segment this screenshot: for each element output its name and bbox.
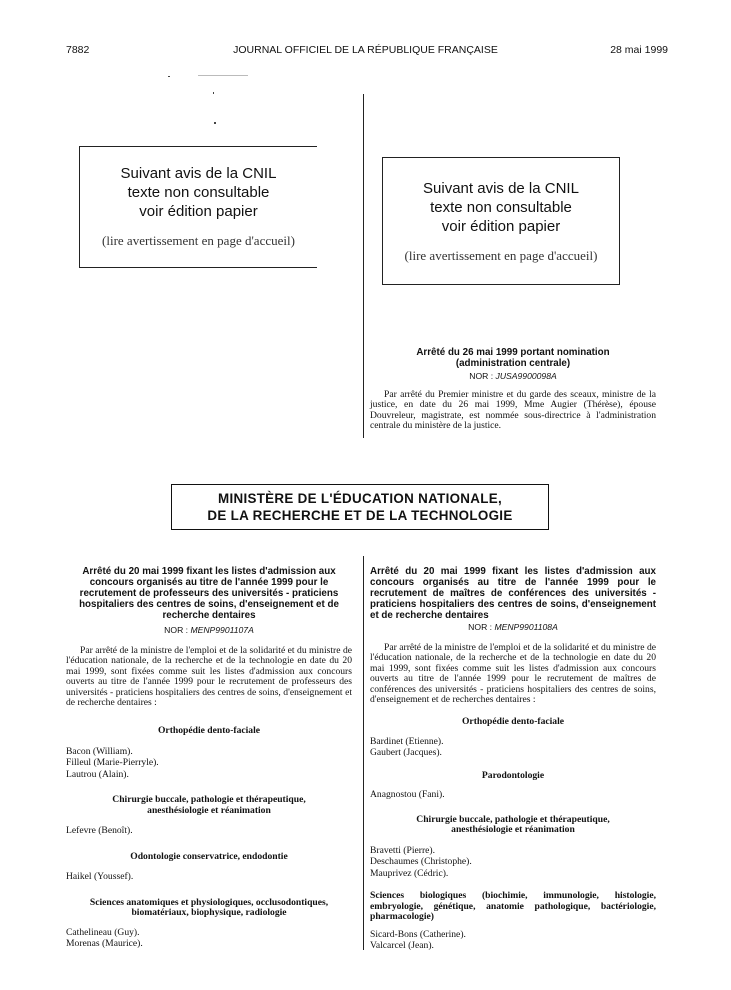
right-article-title: Arrêté du 20 mai 1999 fixant les listes d'admission aux concours organisés au titre de l'année 1999 pour le recrutement de maîtres de conférences des universités - praticiens hospitaliers des centres de soins, d'enseignement et de recherche dentaires xyxy=(370,566,656,621)
cnil-line4: (lire avertissement en page d'accueil) xyxy=(102,233,295,248)
name-entry: Lefevre (Benoît). xyxy=(66,825,133,837)
left-section-heading: Sciences anatomiques et physiologiques, occlusodontiques, biomatériaux, biophysique, radiologie xyxy=(89,896,329,919)
scan-speck xyxy=(198,75,248,76)
right-section-names xyxy=(370,736,656,759)
scan-speck xyxy=(168,76,170,77)
name-entry: Morenas (Maurice). xyxy=(66,938,143,950)
right-article-body: Par arrêté de la ministre de l'emploi et de la solidarité et du ministre de l'éducation nationale, de la recherche et de la technologie en date du 20 mai 1999, sont fixées comme suit les listes d'admission aux concours ouverts au titre de l'année 1999 pour le recrutement de maîtres de conférences des universités - praticiens hospitaliers des centres de soins, d'enseignement et de recherches dentaires : xyxy=(370,642,656,706)
name-entry: Bravetti (Pierre). xyxy=(370,845,435,857)
ministry-line1: MINISTÈRE DE L'ÉDUCATION NATIONALE, xyxy=(218,491,502,506)
name-entry: Gaubert (Jacques). xyxy=(370,747,442,759)
page-number: 7882 xyxy=(66,44,90,56)
name-entry: Valcarcel (Jean). xyxy=(370,940,434,952)
name-entry: Lautrou (Alain). xyxy=(66,768,129,780)
column-rule-top xyxy=(363,94,364,438)
name-entry: Bacon (William). xyxy=(66,746,133,758)
right-section-heading: Parodontologie xyxy=(481,769,545,781)
name-entry: Cathelineau (Guy). xyxy=(66,927,140,939)
arrete-justice xyxy=(370,347,656,432)
left-section-heading: Orthopédie dento-faciale xyxy=(157,725,261,737)
right-section-names xyxy=(370,929,656,952)
left-section-heading: Chirurgie buccale, pathologie et thérapeutique, anesthésiologie et réanimation xyxy=(112,794,306,816)
left-section-names xyxy=(66,825,352,836)
arrete-justice-nor: NOR : JUSA9900098A xyxy=(469,371,557,381)
left-article-title: Arrêté du 20 mai 1999 fixant les listes d'admission aux concours organisés au titre de l'année 1999 pour le recrutement de professeurs des universités - praticiens hospitaliers des centres de soins, d'enseignement et de recherche dentaires xyxy=(79,566,339,621)
name-entry: Bardinet (Etienne). xyxy=(370,736,444,748)
right-article xyxy=(370,566,656,952)
ministry-line2: DE LA RECHERCHE ET DE LA TECHNOLOGIE xyxy=(207,508,513,523)
arrete-justice-body: Par arrêté du Premier ministre et du garde des sceaux, ministre de la justice, en date du 26 mai 1999, Mme Augier (Thérèse), épouse Douvreleur, magistrate, est nommée sous-directrice à l'administration centrale du ministère de la justice. xyxy=(370,389,656,432)
arrete-justice-title1: Arrêté du 26 mai 1999 portant nomination xyxy=(416,347,610,358)
cnil-line2: texte non consultable xyxy=(127,184,270,201)
name-entry: Mauprivez (Cédric). xyxy=(370,867,449,879)
right-section-names xyxy=(370,845,656,879)
column-rule-bottom xyxy=(363,556,364,950)
nor-code: JUSA9900098A xyxy=(495,371,557,381)
name-entry: Anagnostou (Fani). xyxy=(370,789,445,801)
nor-code: MENP9901107A xyxy=(190,625,254,635)
left-section-names xyxy=(66,871,352,882)
cnil-line4: (lire avertissement en page d'accueil) xyxy=(404,248,598,263)
scan-speck xyxy=(214,122,216,124)
left-section-heading: Odontologie conservatrice, endodontie xyxy=(130,850,288,862)
right-article-nor: NOR : MENP9901108A xyxy=(468,622,558,632)
left-section-names xyxy=(66,746,352,780)
cnil-line1: Suivant avis de la CNIL xyxy=(423,180,579,197)
name-entry: Haikel (Youssef). xyxy=(66,871,134,883)
cnil-notice-left xyxy=(79,146,317,268)
nor-code: MENP9901108A xyxy=(494,622,558,632)
journal-title: JOURNAL OFFICIEL DE LA RÉPUBLIQUE FRANÇAISE xyxy=(233,44,498,56)
cnil-line3: voir édition papier xyxy=(139,203,258,220)
right-section-heading: Orthopédie dento-faciale xyxy=(461,716,565,728)
cnil-line2: texte non consultable xyxy=(430,199,572,216)
issue-date: 28 mai 1999 xyxy=(610,44,668,56)
name-entry: Sicard-Bons (Catherine). xyxy=(370,929,466,941)
name-entry: Filleul (Marie-Pierryle). xyxy=(66,757,159,769)
right-section-heading: Chirurgie buccale, pathologie et thérapeutique, anesthésiologie et réanimation xyxy=(416,813,610,836)
scan-speck xyxy=(213,92,214,94)
ministry-banner xyxy=(171,484,549,530)
right-section-names xyxy=(370,789,656,800)
cnil-line3: voir édition papier xyxy=(441,218,561,235)
cnil-notice-right xyxy=(382,157,620,285)
left-article-body: Par arrêté de la ministre de l'emploi et de la solidarité et du ministre de l'éducation nationale, de la recherche et de la technologie en date du 20 mai 1999, sont fixées comme suit les listes d'admission aux concours ouverts au titre de l'année 1999 pour le recrutement de professeurs des universités - praticiens hospitaliers des centres de soins, d'enseignement et de recherche dentaires : xyxy=(66,645,352,709)
left-article xyxy=(66,566,352,950)
left-article-nor: NOR : MENP9901107A xyxy=(164,625,254,635)
right-section-heading: Sciences biologiques (biochimie, immunologie, histologie, embryologie, génétique, anatomie pathologique, bactériologie, pharmacologie) xyxy=(370,890,656,923)
left-section-names xyxy=(66,927,352,950)
name-entry: Deschaumes (Christophe). xyxy=(370,856,472,868)
arrete-justice-title2: (administration centrale) xyxy=(455,358,571,369)
cnil-line1: Suivant avis de la CNIL xyxy=(120,165,277,182)
